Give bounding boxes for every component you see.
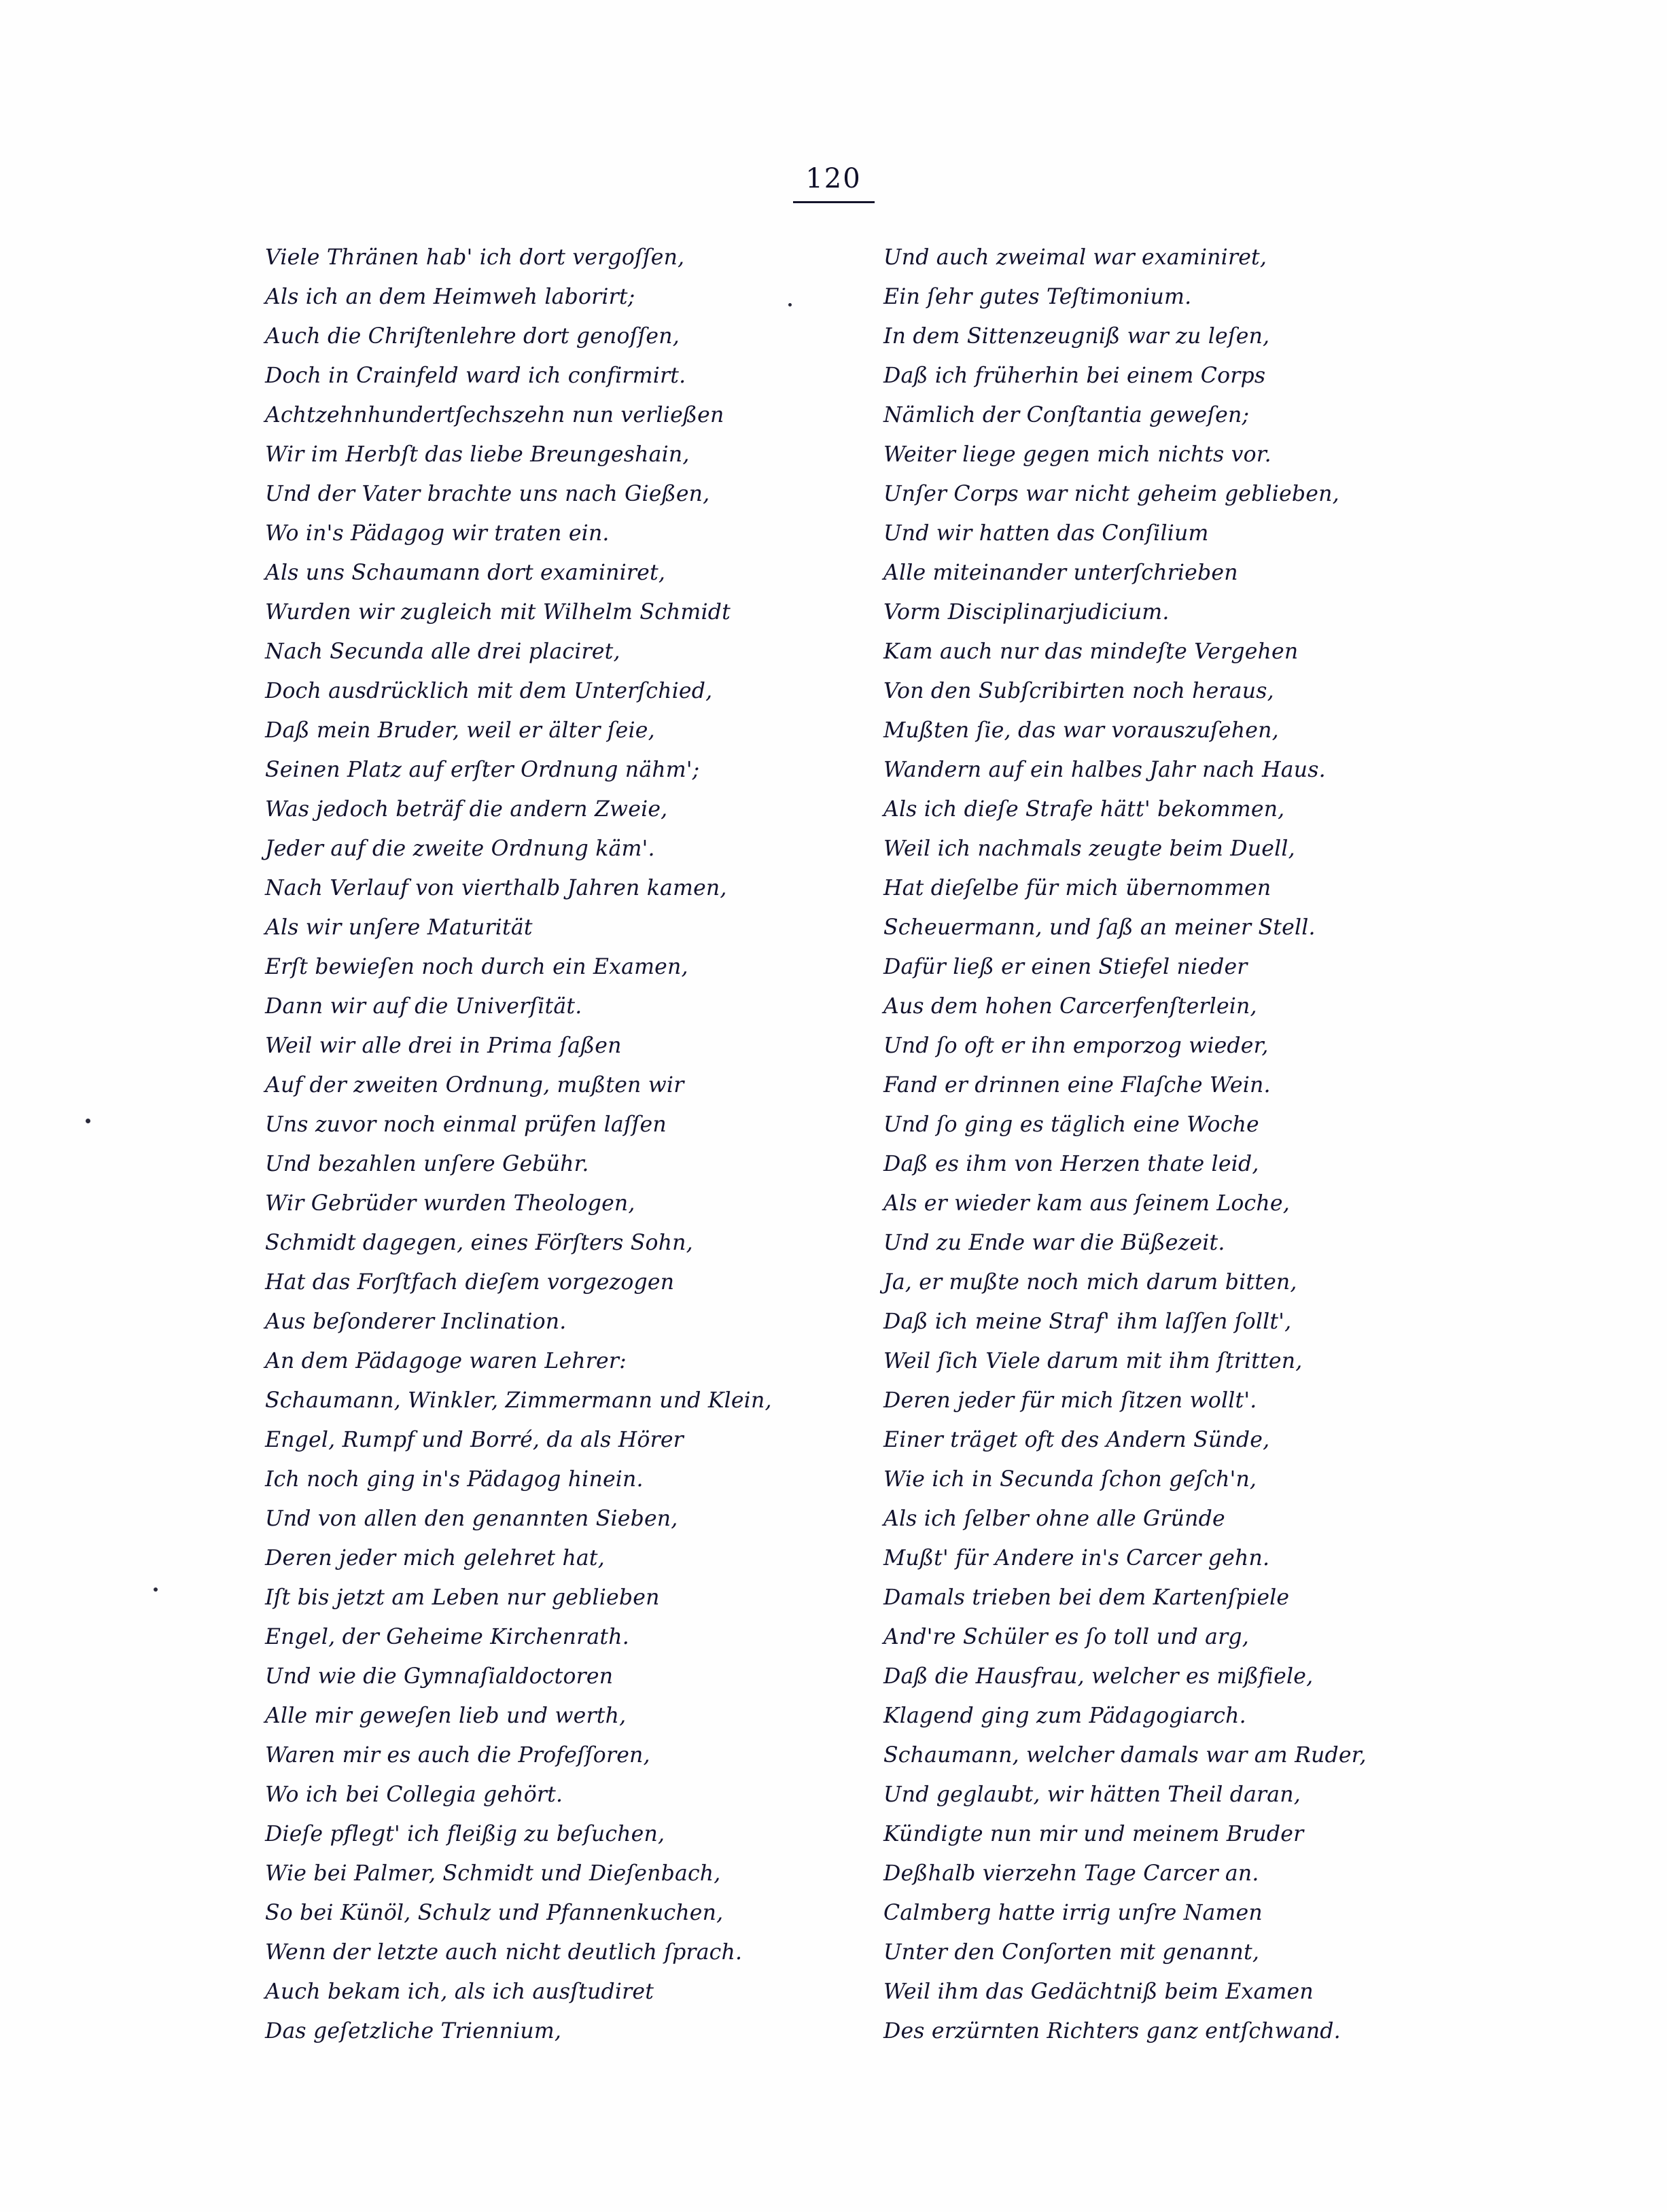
verse-line: Aus dem hohen Carcerfenſterlein,: [883, 994, 1257, 1019]
verse-line: Daß mein Bruder, weil er älter ſeie,: [265, 718, 655, 743]
page-number: 120: [805, 163, 862, 194]
verse-line: Aus beſonderer Inclination.: [265, 1310, 567, 1334]
stanza: [883, 1105, 1420, 1263]
verse-line: Und geglaubt, wir hätten Theil daran,: [883, 1783, 1301, 1807]
stanza: [883, 1736, 1420, 1893]
verse-line: Daß ich früherhin bei einem Corps: [883, 364, 1266, 388]
verse-line: Mußten ſie, das war vorauszuſehen,: [883, 718, 1279, 743]
verse-line: So bei Künöl, Schulz und Pfannenkuchen,: [265, 1901, 724, 1925]
text-columns: [265, 238, 1420, 2051]
stanza: [265, 711, 802, 868]
verse-line: Weil ihm das Gedächtniß beim Examen: [883, 1980, 1314, 2004]
verse-line: Wo in's Pädagog wir traten ein.: [265, 521, 610, 546]
verse-line: Schaumann, Winkler, Zimmermann und Klein,: [265, 1388, 772, 1413]
verse-line: Wie ich in Secunda ſchon geſch'n,: [883, 1467, 1257, 1492]
verse-line: Hat das Forſtfach dieſem vorgezogen: [265, 1270, 675, 1295]
stanza: [883, 947, 1420, 1105]
verse-line: Engel, Rumpf und Borré, da als Hörer: [265, 1428, 684, 1452]
verse-line: Weiter liege gegen mich nichts vor.: [883, 442, 1271, 467]
verse-line: Wurden wir zugleich mit Wilhelm Schmidt: [265, 600, 731, 625]
verse-line: Damals trieben bei dem Kartenſpiele: [883, 1585, 1290, 1610]
verse-line: Und bezahlen unſere Gebühr.: [265, 1152, 589, 1176]
verse-line: Und wie die Gymnaſialdoctoren: [265, 1664, 614, 1689]
left-column: [265, 238, 802, 2051]
verse-line: Ich noch ging in's Pädagog hinein.: [265, 1467, 644, 1492]
verse-line: Achtzehnhundertſechszehn nun verließen: [265, 403, 724, 427]
verse-line: Kam auch nur das mindeſte Vergehen: [883, 639, 1299, 664]
verse-line: Doch ausdrücklich mit dem Unterſchied,: [265, 679, 713, 703]
verse-line: Ein ſehr gutes Teſtimonium.: [883, 285, 1192, 309]
stanza: [265, 553, 802, 711]
stanza: [265, 1184, 802, 1341]
paper-speck: [788, 303, 792, 306]
verse-line: Auch die Chriſtenlehre dort genoſſen,: [265, 324, 680, 349]
verse-line: Und von allen den genannten Sieben,: [265, 1507, 678, 1531]
verse-line: Und zu Ende war die Büßezeit.: [883, 1231, 1225, 1255]
verse-line: Einer träget oft des Andern Sünde,: [883, 1428, 1270, 1452]
stanza: [265, 1814, 802, 1972]
verse-line: Dafür ließ er einen Stiefel nieder: [883, 955, 1248, 979]
verse-line: Uns zuvor noch einmal prüfen laſſen: [265, 1112, 667, 1137]
verse-line: Als uns Schaumann dort examiniret,: [265, 561, 666, 585]
verse-line: Deßhalb vierzehn Tage Carcer an.: [883, 1861, 1259, 1886]
stanza: [265, 1972, 802, 2051]
verse-line: Schaumann, welcher damals war am Ruder,: [883, 1743, 1367, 1768]
stanza: [265, 1341, 802, 1499]
stanza: [883, 238, 1420, 317]
verse-line: Dann wir auf die Univerſität.: [265, 994, 582, 1019]
verse-line: Wenn der letzte auch nicht deutlich ſprach.: [265, 1940, 743, 1965]
verse-line: Als ich ſelber ohne alle Gründe: [883, 1507, 1225, 1531]
verse-line: Schmidt dagegen, eines Förſters Sohn,: [265, 1231, 693, 1255]
verse-line: Hat dieſelbe für mich übernommen: [883, 876, 1271, 900]
stanza: [883, 317, 1420, 474]
verse-line: Wir im Herbſt das liebe Breungeshain,: [265, 442, 690, 467]
verse-line: Und wir hatten das Conſilium: [883, 521, 1209, 546]
verse-line: Ja, er mußte noch mich darum bitten,: [883, 1270, 1297, 1295]
verse-line: Weil ſich Viele darum mit ihm ſtritten,: [883, 1349, 1303, 1373]
verse-line: Mußt' für Andere in's Carcer gehn.: [883, 1546, 1270, 1570]
verse-line: Daß die Hausfrau, welcher es mißfiele,: [883, 1664, 1314, 1689]
stanza: [265, 238, 802, 396]
stanza: [883, 1893, 1420, 2051]
verse-line: Des erzürnten Richters ganz entſchwand.: [883, 2019, 1341, 2043]
stanza: [883, 790, 1420, 947]
verse-line: Calmberg hatte irrig unſre Namen: [883, 1901, 1263, 1925]
verse-line: Erſt bewieſen noch durch ein Examen,: [265, 955, 688, 979]
verse-line: Jeder auf die zweite Ordnung käm'.: [265, 837, 655, 861]
stanza: [265, 1499, 802, 1657]
verse-line: Unter den Conſorten mit genannt,: [883, 1940, 1260, 1965]
verse-line: Unſer Corps war nicht geheim geblieben,: [883, 482, 1339, 506]
verse-line: Alle mir geweſen lieb und werth,: [265, 1704, 627, 1728]
stanza: [883, 1578, 1420, 1736]
verse-line: Wie bei Palmer, Schmidt und Dieſenbach,: [265, 1861, 721, 1886]
paper-speck: [154, 1587, 158, 1592]
verse-line: Das geſetzliche Triennium,: [265, 2019, 562, 2043]
verse-line: Von den Subſcribirten noch heraus,: [883, 679, 1274, 703]
page-header: [0, 163, 1667, 203]
verse-line: Deren jeder mich gelehret hat,: [265, 1546, 605, 1570]
verse-line: Scheuermann, und ſaß an meiner Stell.: [883, 915, 1316, 940]
verse-line: Vorm Disciplinarjudicium.: [883, 600, 1170, 625]
verse-line: Wo ich bei Collegia gehört.: [265, 1783, 563, 1807]
stanza: [265, 1026, 802, 1184]
verse-line: Weil wir alle drei in Prima ſaßen: [265, 1034, 622, 1058]
verse-line: Kündigte nun mir und meinem Bruder: [883, 1822, 1304, 1846]
verse-line: Als er wieder kam aus ſeinem Loche,: [883, 1191, 1290, 1216]
verse-line: And're Schüler es ſo toll und arg,: [883, 1625, 1249, 1649]
verse-line: Waren mir es auch die Profeſſoren,: [265, 1743, 650, 1768]
verse-line: Als ich dieſe Strafe hätt' bekommen,: [883, 797, 1285, 822]
verse-line: Daß ich meine Straf' ihm laſſen ſollt',: [883, 1310, 1292, 1334]
stanza: [883, 1263, 1420, 1420]
verse-line: Wir Gebrüder wurden Theologen,: [265, 1191, 635, 1216]
stanza: [883, 474, 1420, 632]
verse-line: Als ich an dem Heimweh laborirt;: [265, 285, 635, 309]
header-rule: [793, 201, 875, 203]
verse-line: Alle miteinander unterſchrieben: [883, 561, 1238, 585]
stanza: [883, 1420, 1420, 1578]
verse-line: Auch bekam ich, als ich ausſtudiret: [265, 1980, 654, 2004]
verse-line: Und ſo ging es täglich eine Woche: [883, 1112, 1259, 1137]
right-column: [883, 238, 1420, 2051]
verse-line: Wandern auf ein halbes Jahr nach Haus.: [883, 758, 1326, 782]
verse-line: Was jedoch beträf die andern Zweie,: [265, 797, 668, 822]
verse-line: Klagend ging zum Pädagogiarch.: [883, 1704, 1246, 1728]
stanza: [265, 1657, 802, 1814]
verse-line: Weil ich nachmals zeugte beim Duell,: [883, 837, 1295, 861]
verse-line: Nämlich der Conſtantia geweſen;: [883, 403, 1250, 427]
verse-line: Auf der zweiten Ordnung, mußten wir: [265, 1073, 684, 1098]
verse-line: Seinen Platz auf erſter Ordnung nähm';: [265, 758, 700, 782]
verse-line: Nach Secunda alle drei placiret,: [265, 639, 620, 664]
verse-line: Und ſo oft er ihn emporzog wieder,: [883, 1034, 1269, 1058]
verse-line: Und auch zweimal war examiniret,: [883, 245, 1267, 270]
verse-line: Engel, der Geheime Kirchenrath.: [265, 1625, 629, 1649]
stanza: [883, 632, 1420, 790]
verse-line: Viele Thränen hab' ich dort vergoſſen,: [265, 245, 685, 270]
verse-line: Nach Verlauf von vierthalb Jahren kamen,: [265, 876, 727, 900]
paper-speck: [86, 1119, 90, 1123]
verse-line: Doch in Crainfeld ward ich confirmirt.: [265, 364, 686, 388]
verse-line: Iſt bis jetzt am Leben nur geblieben: [265, 1585, 660, 1610]
verse-line: Dieſe pflegt' ich fleißig zu beſuchen,: [265, 1822, 665, 1846]
verse-line: Als wir unſere Maturität: [265, 915, 533, 940]
verse-line: In dem Sittenzeugniß war zu leſen,: [883, 324, 1270, 349]
verse-line: Fand er drinnen eine Flaſche Wein.: [883, 1073, 1271, 1098]
stanza: [265, 868, 802, 1026]
stanza: [265, 396, 802, 553]
verse-line: An dem Pädagoge waren Lehrer:: [265, 1349, 627, 1373]
verse-line: Und der Vater brachte uns nach Gießen,: [265, 482, 710, 506]
verse-line: Deren jeder für mich ſitzen wollt'.: [883, 1388, 1257, 1413]
verse-line: Daß es ihm von Herzen thate leid,: [883, 1152, 1259, 1176]
